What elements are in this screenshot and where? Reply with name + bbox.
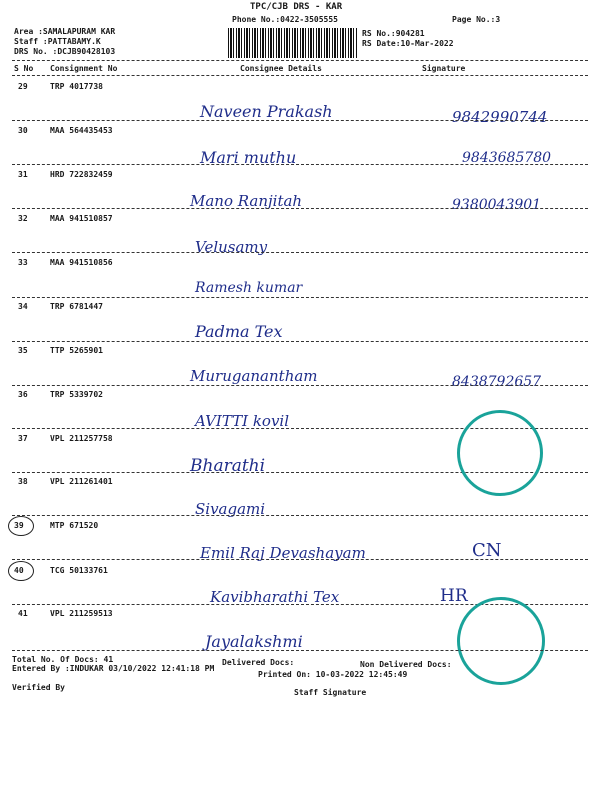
row-consignment: TRP 5339702 [50,390,103,399]
row-sno: 37 [18,434,28,443]
row-consignment: TRP 4017738 [50,82,103,91]
row-consignment: VPL 211259513 [50,609,113,618]
row-consignment: MTP 671520 [50,521,99,530]
row-sno: 39 [14,521,24,530]
row-divider [12,297,588,298]
row-sno: 40 [14,566,24,575]
total-docs: Total No. Of Docs: 41 [12,655,114,664]
printed-on: Printed On: 10-03-2022 12:45:49 [258,670,408,679]
area-label: Area :SAMALAPURAM KAR [14,27,116,36]
row-divider [12,252,588,253]
col-sno: S No [14,64,34,73]
row-sno: 34 [18,302,28,311]
row-divider [12,164,588,165]
consignee-name: Muruganantham [190,367,318,385]
consignee-name: Naveen Prakash [200,102,333,121]
rs-number: RS No.:904281 [362,29,425,38]
consignee-name: Ramesh kumar [195,280,303,296]
row-sno: 33 [18,258,28,267]
consignee-name: Emil Raj Devashayam [200,544,366,562]
delivery-mark: CN [472,540,502,561]
row-sno: 29 [18,82,28,91]
entered-by: Entered By :INDUKAR 03/10/2022 12:41:18 PM [12,664,215,673]
row-sno: 32 [18,214,28,223]
row-consignment: MAA 941510857 [50,214,113,223]
row-sno: 38 [18,477,28,486]
phone-number: Phone No.:0422-3505555 [232,15,338,24]
consignee-name: Mano Ranjitah [190,192,303,210]
row-consignment: MAA 941510856 [50,258,113,267]
row-consignment: TTP 5265901 [50,346,103,355]
row-consignment: TRP 6781447 [50,302,103,311]
document-title: TPC/CJB DRS - KAR [250,2,343,12]
consignee-name: Jayalakshmi [205,632,303,651]
row-sno: 41 [18,609,28,618]
consignee-name: Velusamy [195,238,268,256]
barcode [228,28,358,58]
row-consignment: VPL 211257758 [50,434,113,443]
header-divider [12,60,588,61]
col-signature: Signature [422,64,466,73]
row-divider [12,341,588,342]
company-stamp [457,597,545,685]
consignee-phone: 9380043901 [452,197,542,213]
row-sno: 36 [18,390,28,399]
row-divider [12,120,588,121]
drs-number: DRS No. :DCJB90428103 [14,47,116,56]
row-consignment: VPL 211261401 [50,477,113,486]
footer-divider [12,650,588,651]
verified-by: Verified By [12,683,65,692]
consignee-name: Bharathi [190,456,266,476]
consignee-name: Sivagami [195,500,266,518]
page-number: Page No.:3 [452,15,501,24]
row-divider [12,515,588,516]
columns-divider [12,75,588,76]
row-consignment: MAA 564435453 [50,126,113,135]
row-sno: 30 [18,126,28,135]
staff-label: Staff :PATTABAMY.K [14,37,101,46]
row-consignment: TCG 50133761 [50,566,108,575]
row-sno: 31 [18,170,28,179]
non-delivered-docs: Non Delivered Docs: [360,660,452,669]
consignee-name: Mari muthu [200,148,297,167]
consignee-name: AVITTI kovil [195,412,290,430]
delivery-mark: HR [440,586,468,606]
col-consignee: Consignee Details [240,64,322,73]
consignee-name: Padma Tex [195,322,283,341]
consignee-phone: 9843685780 [462,150,552,166]
delivered-docs: Delivered Docs: [222,658,295,667]
row-divider [12,385,588,386]
col-consignment: Consignment No [50,64,118,73]
staff-signature-label: Staff Signature [294,688,367,697]
row-consignment: HRD 722832459 [50,170,113,179]
consignee-phone: 9842990744 [452,108,548,126]
row-divider [12,559,588,560]
consignee-phone: 8438792657 [452,374,542,390]
row-divider [12,208,588,209]
consignee-name: Kavibharathi Tex [210,588,340,606]
row-sno: 35 [18,346,28,355]
company-stamp [457,410,543,496]
rs-date: RS Date:10-Mar-2022 [362,39,454,48]
